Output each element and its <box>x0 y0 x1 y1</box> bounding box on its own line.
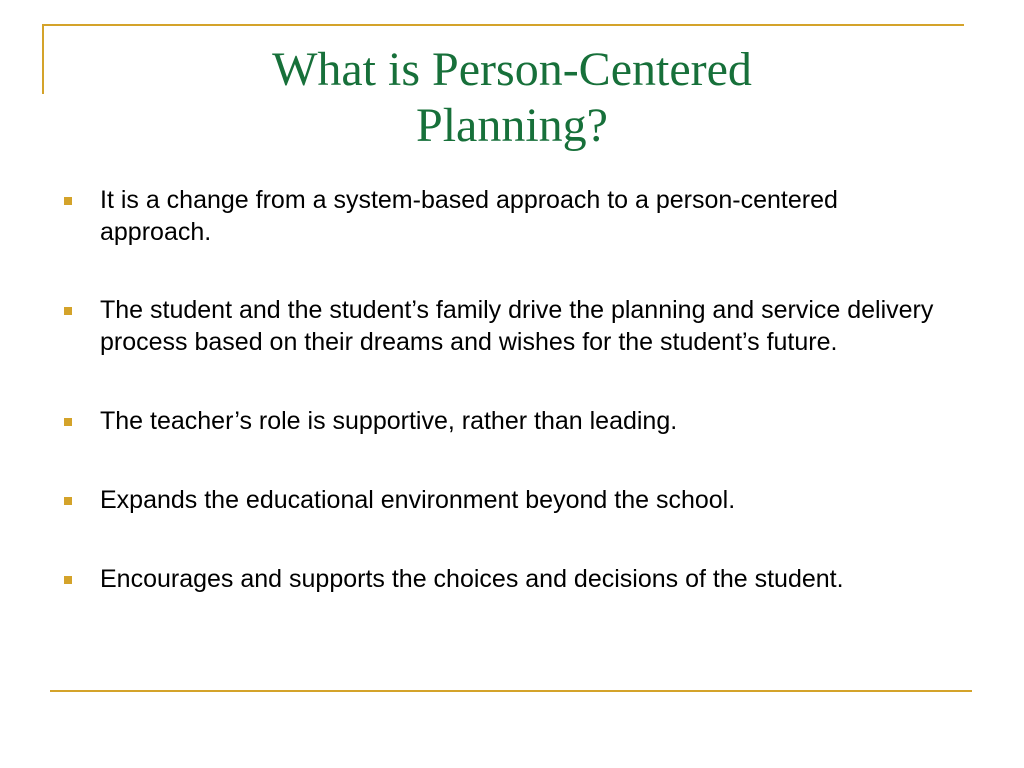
bullet-item-expands-environment <box>62 484 942 516</box>
bullet-text: Expands the educational environment beyond the school. <box>100 486 736 514</box>
bullet-text: The student and the student’s family drive the planning and service delivery process based on their dreams and wishes for the student’s future. <box>100 296 934 356</box>
slide-title <box>120 42 904 154</box>
slide-title-line-2: Planning? <box>416 99 608 152</box>
square-bullet-icon <box>64 418 72 426</box>
square-bullet-icon <box>64 307 72 315</box>
frame-bottom-rule <box>50 690 972 692</box>
square-bullet-icon <box>64 497 72 505</box>
frame-top-rule <box>42 24 964 26</box>
bullet-list <box>62 184 942 595</box>
bullet-item-system-change <box>62 184 942 248</box>
bullet-text: The teacher’s role is supportive, rather than leading. <box>100 407 678 435</box>
square-bullet-icon <box>64 576 72 584</box>
bullet-item-family-drive <box>62 294 942 358</box>
bullet-text: Encourages and supports the choices and decisions of the student. <box>100 565 844 593</box>
bullet-item-encourages-choices <box>62 563 942 595</box>
bullet-item-teacher-role <box>62 405 942 437</box>
frame-left-rule <box>42 24 44 94</box>
slide-title-line-1: What is Person-Centered <box>272 43 752 96</box>
square-bullet-icon <box>64 197 72 205</box>
bullet-text: It is a change from a system-based approach to a person-centered approach. <box>100 186 838 246</box>
